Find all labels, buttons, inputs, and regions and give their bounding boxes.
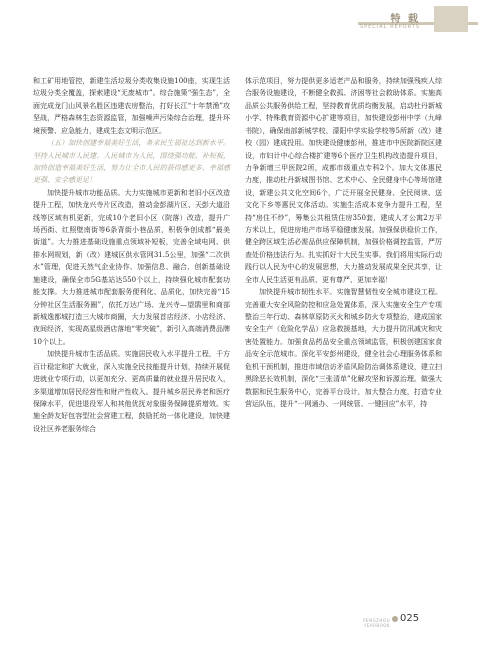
right-column <box>245 75 442 410</box>
paragraph: 加快提升城市生活品质。实施居民收入水平提升工程，千方百计稳定和扩大就业，深入实施全民技能提升计划，持续开展促进就业专项行动，以更加充分、更高质量的就业提升居民收入，多渠道增加居民经营性和财产性收入。提升城乡居民养老和医疗保障水平，促进退役军人和其他优抚对象服务保障提质增效。实施全龄友好包容型社会营建工程，鼓励托幼一体化建设，加快建设社区养老服务综合 <box>33 350 230 433</box>
paragraph: 和工矿用地管控，新建生活垃圾分类收集设施100座，实现生活垃圾分类全覆盖，探索建设“无废城市”。综合施策“强生态”，全面完成龙门山风景名胜区违建农房整治，打好长江“十年禁渔”攻坚战，严格森林生态资源监管，加强噪声污染综合治理，提升环境预警、应急能力，建成生态文明示范区。 <box>33 77 230 135</box>
logo-line: PENGZHOU <box>363 618 390 623</box>
section-subtitle: SPECIAL REPORTS <box>359 24 420 30</box>
logo-line: YEARBOOK <box>363 623 390 628</box>
publication-logo <box>330 618 390 628</box>
page-header <box>0 0 480 60</box>
section-title: 特 载 <box>390 14 420 25</box>
left-column <box>33 75 230 435</box>
paragraph: 体示范项目，努力提供更多适老产品和服务，持续加强残疾人综合服务设施建设，不断健全救孤、济困等社会救助体系。实施高品质公共服务供给工程，坚持教育优质均衡发展，启动杜丹新城小学、特殊教育资源中心扩建等项目，加快建设彭州中学（九峰书院），确保南部新城学校、濛阳中学实验学校等5所新（改）建校（园）建成投用。加快建设健康彭州，推进市中医院新院区建设，市妇计中心综合楼扩建等6个医疗卫生机构改造提升项目，力争新增三甲医院2所，成都市级重点专科2个。加大文体惠民力度，推动杜丹新城图书馆、艺术中心、全民健身中心等场馆建设，新建公共文化空间6个，广泛开展全民健身、全民阅读、送文化下乡等惠民文体活动。实施生活成本竞争力提升工程，坚持“房住不炒”，筹集公共租赁住房350套，建成人才公寓2万平方米以上，促进房地产市场平稳健康发展。加强保供稳价工作，健全跨区域生活必需品供应保障机制，加强价格调控监管，严厉查处价格违法行为。扎实抓好十大民生实事。我们将用实际行动践行以人民为中心的发展思想，大力推动发展成果全民共享，让全市人民生活更有品质、更有尊严、更加幸福！ <box>245 77 442 284</box>
page-number-dot <box>392 616 398 622</box>
section-heading-paragraph: （五）加快创建幸福美好生活，务求民生福祉达到新水平。坚持人民城市人民建、人民城市为人民，围绕强功能、补短板，加快创造幸福美好生活，努力让全市人民的获得感更多、幸福感更强、安全感更足！ <box>33 139 230 185</box>
header-decor-block <box>434 6 468 32</box>
page-number: 025 <box>400 613 420 624</box>
paragraph: 加快提升城市功能品质。大力实施城市更新和老旧小区改造提升工程，加快龙兴寺片区改造，推动金彭湖片区、天彭大道沿线等区域有机更新，完成10个老旧小区（院落）改造，提升广场西街、红照壁南街等6条背街小巷品质，积极争创成都“最美街道”。大力推进基础设施重点领域补短板，完善全域电网、供排水网规划，新（改）建城区供水管网31.5公里，加强“二次供水”管理，促进天然气企业协作、加强信息、融合、创新基础设施建设，确保全市5G基站达550个以上，持续强化城市配套功能支撑。大力推进城市配套服务便利化、品质化，加快完善“15分钟社区生活服务圈”，依托万达广场、龙兴寺—望鹃里和商部新城逸都城打造三大城市商圈，大力发展首店经济、小店经济、夜间经济，实现高星级酒店落地“零突破”，新引入高端消费品牌10个以上。 <box>33 188 230 346</box>
paragraph: 加快提升城市韧性水平。实施智慧韧性安全城市建设工程。完善重大安全风险防控和应急处置体系，深入实施安全生产专项整治三年行动、森林草原防灭火和城乡防火专项整治，建成国家安全生产（危险化学品）应急救援基地，大力提升防汛减灾和灾害处置能力。加强食品药品安全重点领域监管，积极创建国家食品安全示范城市。深化平安彭州建设，健全社会心理服务体系和危机干预机制，推进市域信访矛盾风险防治调体系建设，建立扫黑除恶长效机制，深化“三张清单”化解攻坚和诉源治理。做强大数据和民生服务中心，完善平台设计，加大整合力度，打造专业营运队伍，提升“一网通办、一网统管、一键回应”水平，持 <box>245 288 442 408</box>
